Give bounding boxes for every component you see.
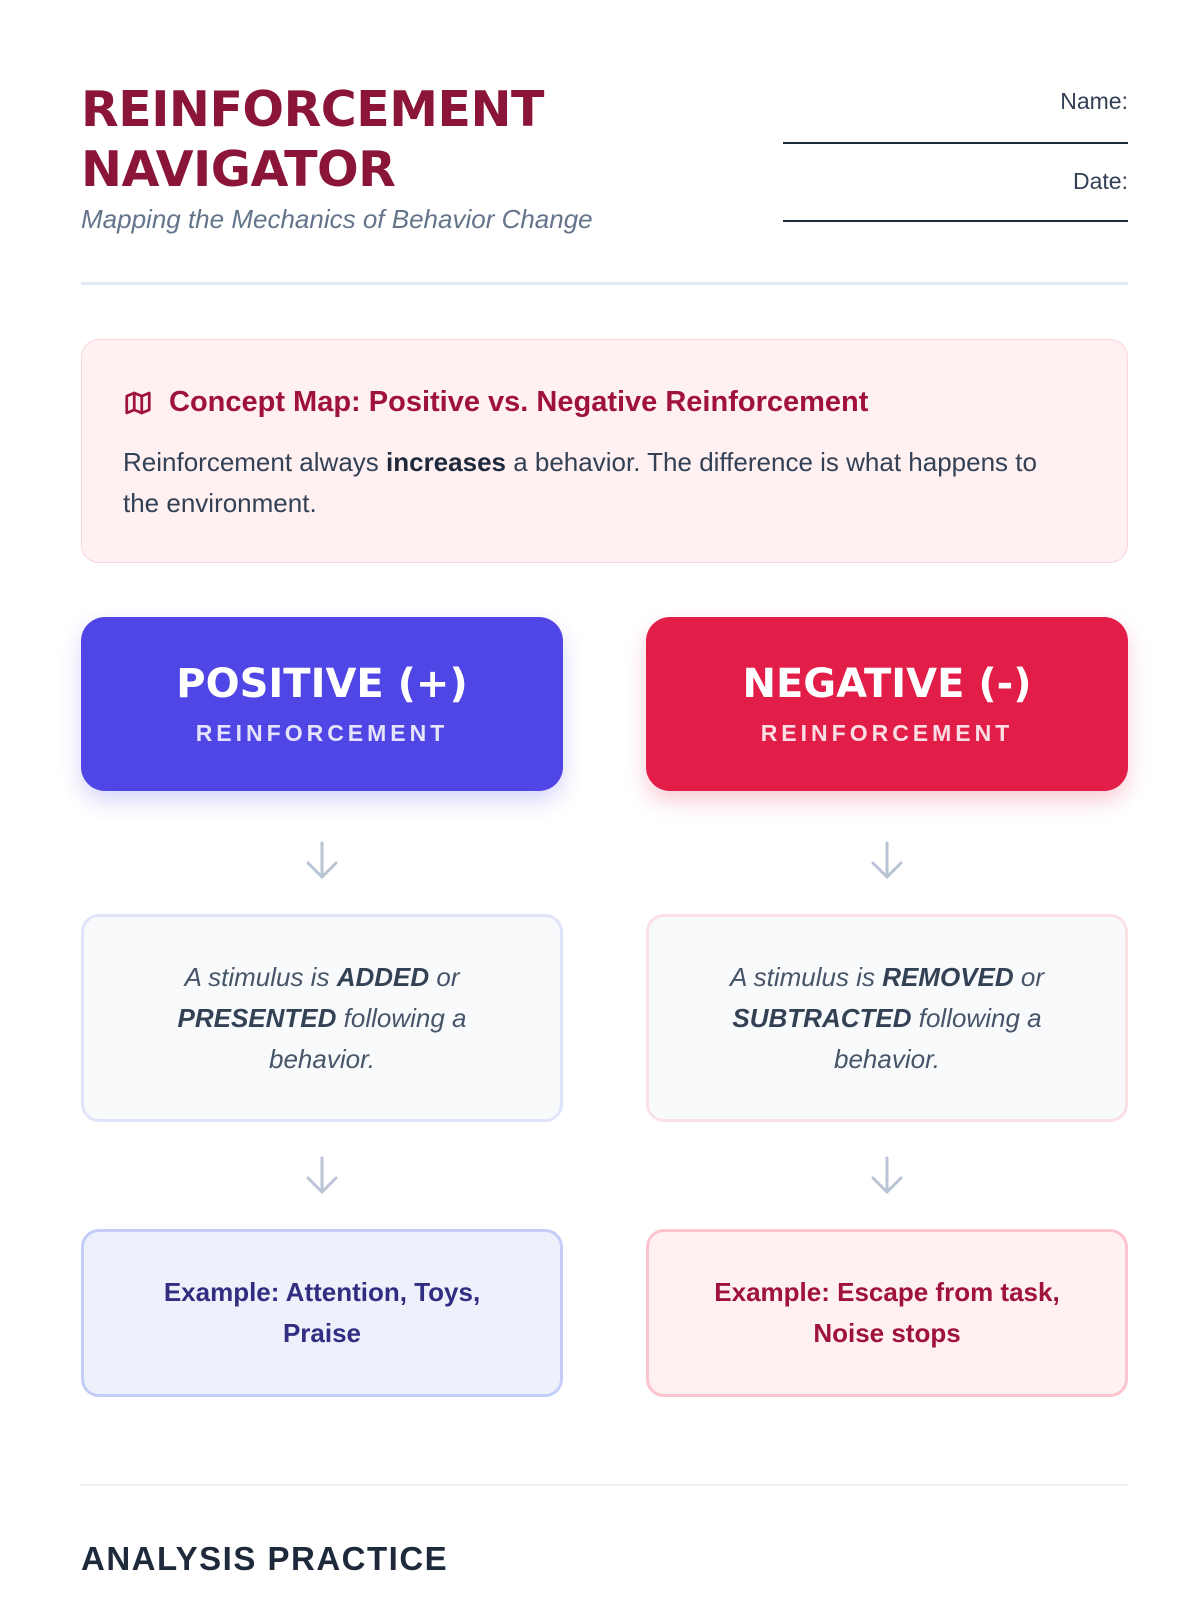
section-divider (81, 1484, 1128, 1486)
negative-example-text: Example: Escape from task, Noise stops (714, 1277, 1060, 1348)
concept-box (81, 339, 1128, 563)
def-text: following a behavior. (269, 1002, 467, 1074)
concept-heading (123, 386, 868, 419)
def-text: or (429, 961, 460, 992)
positive-definition (81, 914, 563, 1122)
analysis-section-title: ANALYSIS PRACTICE (81, 1540, 449, 1577)
date-label: Date: (1073, 168, 1128, 194)
def-keyword: SUBTRACTED (732, 1002, 912, 1033)
positive-card (81, 617, 563, 791)
header-divider (81, 282, 1128, 285)
negative-card (646, 617, 1128, 791)
def-keyword: PRESENTED (177, 1002, 337, 1033)
page-subtitle: Mapping the Mechanics of Behavior Change (81, 204, 593, 234)
title-line-2: NAVIGATOR (81, 141, 396, 198)
name-label: Name: (1060, 88, 1128, 114)
arrow-down-icon (867, 839, 907, 883)
map-icon (123, 388, 153, 418)
positive-example-text: Example: Attention, Toys, Praise (163, 1277, 481, 1348)
negative-title: NEGATIVE (-) (742, 661, 1032, 707)
def-keyword: ADDED (336, 961, 430, 992)
positive-example (81, 1229, 563, 1397)
worksheet-header (81, 80, 1128, 285)
arrow-down-icon (867, 1154, 907, 1198)
def-text: following a behavior. (834, 1002, 1042, 1074)
arrow-down-icon (302, 839, 342, 883)
name-field[interactable] (783, 142, 1128, 144)
def-text: A stimulus is (184, 961, 337, 992)
def-text: A stimulus is (730, 961, 883, 992)
positive-title: POSITIVE (+) (176, 661, 468, 707)
concept-keyword: increases (386, 447, 506, 477)
concept-text-1: Reinforcement always (123, 447, 386, 477)
title-line-1: REINFORCEMENT (81, 81, 544, 138)
def-keyword: REMOVED (882, 961, 1014, 992)
date-field[interactable] (783, 220, 1128, 222)
concept-title: Concept Map: Positive vs. Negative Reinforcement (169, 386, 869, 418)
concept-text-2: a behavior. The difference is what happens to the environment. (123, 447, 1037, 518)
negative-subtitle: REINFORCEMENT (760, 720, 1014, 746)
negative-definition (646, 914, 1128, 1122)
positive-subtitle: REINFORCEMENT (195, 720, 449, 746)
page-title (81, 80, 544, 200)
negative-example (646, 1229, 1128, 1397)
def-text: or (1013, 961, 1044, 992)
arrow-down-icon (302, 1154, 342, 1198)
concept-body (123, 442, 1053, 524)
